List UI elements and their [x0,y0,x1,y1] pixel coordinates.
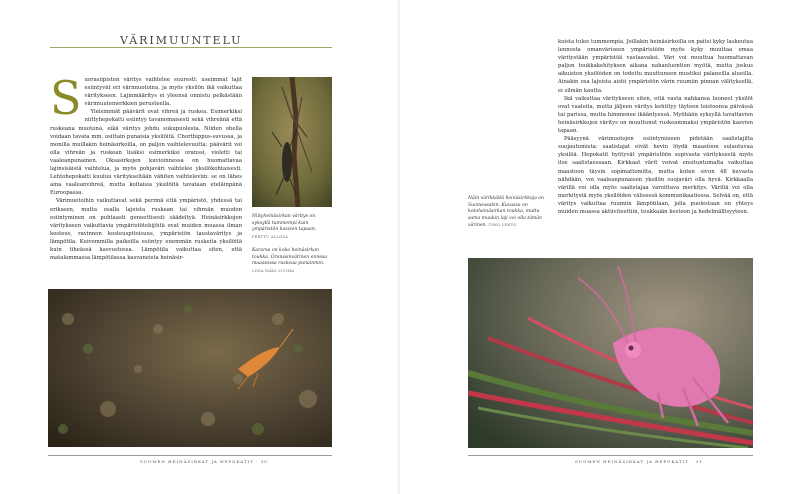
grasshopper-on-stem-photo [252,77,332,207]
right-caption: Näin värikkäitä heinäsirkkoja on Suomessakin. Kuvassa on kotoheinäsirkan toukka, mutta sama muukin laji voi olla tämän värinen. TIMO LEHTO [468,196,545,229]
chapter-title: VÄRIMUUNTELU [120,34,243,47]
title-rule [50,47,332,48]
caption-top: Niityheinäsirkan väritys on syksyllä tummempi kuin ympäristön kasvien tapaan. PERTTU ALLOSA [252,214,317,239]
paragraph-1: Suorasiipisten väritys vaihtelee suuresti: useimmat lajit esiintyvät eri värimuotoina, ja myös yksilön ikä vaikuttaa väritykseen. Lajinmääritys ei yleensä onnistu pelkästään värimuutemerkkien perusteella. [50,71,242,125]
right-paragraph-1: koista tulee tummempia. Joillakin heinäsirkoilla on paitsi kyky laskeutua lennosta omanväriseen ympäristöön myös kyky muuttaa omaa väritystään ympäristöä vastaavaksi. Väri voi muuttua huomattavan paljon toukkakehityksen aikana nahanluontien myötä, mutta joskus aikuisten yksilöiden on todettu muuttuneen mustiksi palaneilla alueilla. Ainakin osa lajeista aistii ympäristön värin ruumiin pinnan välityksellä, ei silmän kautta. [558,39,753,94]
left-footer: SUOMEN HEINÄSIRKAT JA HEPOKATIT · 30 [140,459,268,464]
left-footer-rule [48,455,332,456]
caption-bottom: Kararsa on koko heinäsirkan toukka. Oranssinvärinen ennesa maassossa ruskeaa punainmin. LIISA MÄKI LUUMA [252,248,328,273]
paragraph-2: Yleisimmät päävärit ovat vihreä ja ruskea. Esimerkiksi niittyhepokatti esiintyy tavanomaisesti sekä vihreänä että ruskeana muotona, eikä väritys johdu sukupuolesta. Niiden ohella voidaan tavata mm. osittain punaisia yksilöitä. Chorthippus-suvussa, ja monilla muillakin heinäsirkoilla, on paljon vaihtelevuutta: päävärit voi olla vihreän ja ruskean lisäksi esimerkiksi oranssi, violetti tai vaaleanpunainen. Oksasirkojen kuvioinnessa on huomattavaa lajinsisäistä vaihtelua, ja myös pohjaväri vaihtelee yksilökohtaisesti. Lehtohepokatti kuuluu väritykseltään vähiten vaihteleviin: se on lähes aina vaaleanvihreä, mutta koltaisia yksilöitä tavataan eteläinpänä Euroopassa. [50,109,242,197]
right-footer: SUOMEN HEINÄSIRKAT JA HEPOKATIT · 31 [575,459,703,464]
dropcap: S [50,71,82,125]
orange-nymph-on-ground-photo [48,289,332,447]
right-page [400,0,800,494]
right-footer-rule [468,455,753,456]
pink-grasshopper-photo [468,258,753,448]
right-caption-credit: TIMO LEHTO [488,223,517,228]
left-body-text [50,71,242,262]
right-body-text [558,38,753,216]
right-paragraph-2: Ikä vaikuttaa väritykseen siten, että vasta nahkansa luoneet yksilöt ovat vaaleita, mutta jäljeen väritys kehittyy täyteen loistoonsa päivässä tai parissa, mutta himmenee ikääntyessä. Myöhään syksyllä tavattavien heinäsirkkojen väritys on muuttunut ruskeammaksi ympäristön kasvien tapaan. [558,95,753,135]
caption-bottom-credit: LIISA MÄKI LUUMA [252,268,295,273]
paragraph-3: Värimuotoihin vaikuttavat sekä perimä että ympäristö, yhdessä tai erikseen, mutta osalla lajeista ruskean tai vihreän muodon esiintyminen on puhtaasti geneettisesti säädeltyä. Heinäsirkkojen väritykseen vaikuttavia ympäristötekijöitä ovat muiden muassa ilman kosteus, ravinnon kosteuspitoisuus, ympäristön taustaväritys ja lämpötila. Kuivemmilla paikoilla esiintyy enemmän ruskeita yksilöitä kuin tiheässä kasvustossa. Lämpötila vaikuttaa siten, että matalammassa lämpötilassa kasvaneista heinäsir- [50,198,242,262]
right-paragraph-3: Pääsyynä värimuotojen esiintymiseen pidetään saalistajilta suojautumista: saalistajat eivät hevin löydä maastoon sulautuvaa yksilöä. Hepokatit hyötyvät ympäristöön sopivasta värityksestä myös itse saalistaessaan. Kirkkaat värit voivat ensituntumalta vaikuttaa maastoon täysin sopimattomilta, mutta kuten sivun 48 kuvasta nähdään, voi vaaleanpunaisen yksilön suojaväri olla hyvä. Kirkkaalla värillä voi olla myös saalistajaa varoittava merkitys. Värillä voi olla merkitystä myös yksilöiden välisessä kommunikaatiossa. Selvää on, että väritys vaikuttaa ruumiin lämpötilaan, jolla puolestaan on yhteys muiden muassa aktiiviteettiin, toukkaiän kestoon ja hedelmällisyyteen. [558,136,753,215]
caption-top-credit: PERTTU ALLOSA [252,234,288,239]
